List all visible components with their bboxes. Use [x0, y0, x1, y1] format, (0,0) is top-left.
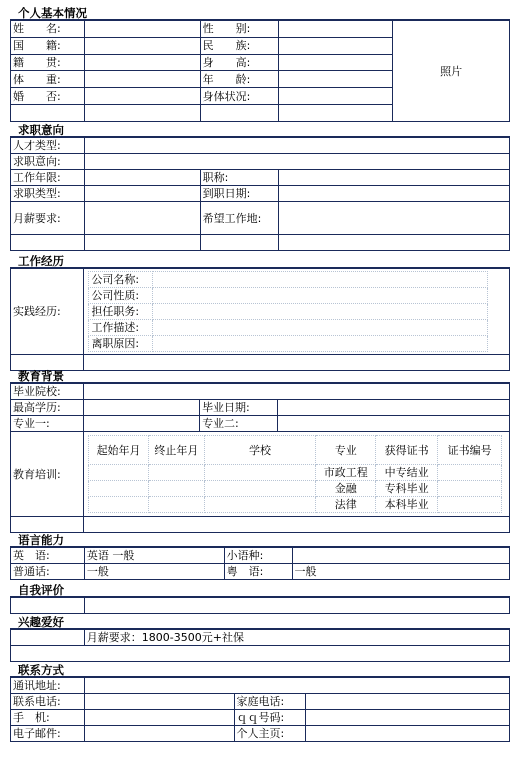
value-start-date[interactable] [278, 186, 509, 202]
label-title: 职称: [200, 170, 278, 186]
label-major1: 专业一: [11, 416, 84, 432]
label-duty: 担任职务: [89, 304, 152, 320]
label-major2: 专业二: [200, 416, 278, 432]
value-major1[interactable] [84, 416, 200, 432]
label-degree: 最高学历: [11, 400, 84, 416]
value-name[interactable] [84, 21, 200, 38]
label-salary: 月薪要求: [11, 202, 85, 235]
value-talent-type[interactable] [84, 138, 509, 154]
value-company-nature[interactable] [152, 288, 488, 304]
value-hobby[interactable]: 月薪要求：1800-3500元+社保 [84, 630, 509, 646]
empty-cell [84, 235, 200, 251]
table-cell: 专科毕业 [376, 481, 438, 497]
empty-cell [200, 235, 278, 251]
empty-cell [11, 517, 84, 533]
value-home-phone[interactable] [306, 694, 510, 710]
label-grad-date: 毕业日期: [200, 400, 278, 416]
label-work-years: 工作年限: [11, 170, 85, 186]
value-work-desc[interactable] [152, 320, 488, 336]
empty-cell [278, 105, 393, 122]
value-marital[interactable] [84, 88, 200, 105]
education-table [10, 383, 510, 533]
label-cantonese: 粤 语: [224, 564, 292, 580]
label-training: 教育培训: [11, 432, 84, 517]
table-cell [89, 465, 149, 481]
label-job-type: 求职类型: [11, 186, 85, 202]
table-cell: 本科毕业 [376, 497, 438, 513]
value-work-years[interactable] [84, 170, 200, 186]
section-header-contact: 联系方式 [10, 662, 510, 677]
table-cell [149, 497, 205, 513]
label-homepage: 个人主页: [234, 726, 306, 742]
value-degree[interactable] [84, 400, 200, 416]
table-cell [204, 481, 316, 497]
section-header-lang: 语言能力 [10, 532, 510, 547]
training-cell [84, 432, 510, 517]
label-marital: 婚 否: [11, 88, 85, 105]
photo-box: 照片 [393, 21, 510, 122]
work-detail-table [88, 271, 488, 352]
col-major: 专业 [316, 436, 376, 465]
basic-info-table [10, 20, 510, 122]
label-mobile: 手 机: [11, 710, 85, 726]
label-origin: 籍 贯: [11, 54, 85, 71]
empty-cell [11, 598, 85, 614]
label-company-nature: 公司性质: [89, 288, 152, 304]
table-cell: 市政工程 [316, 465, 376, 481]
self-eval-table [10, 597, 510, 614]
value-health[interactable] [278, 88, 393, 105]
label-talent-type: 人才类型: [11, 138, 85, 154]
table-cell [89, 481, 149, 497]
empty-cell [278, 235, 509, 251]
value-minor-language[interactable] [292, 548, 509, 564]
label-job-intent: 求职意向: [11, 154, 85, 170]
empty-cell [84, 517, 510, 533]
table-cell [204, 465, 316, 481]
table-cell [89, 497, 149, 513]
value-cantonese[interactable]: 一般 [292, 564, 509, 580]
label-name: 姓 名: [11, 21, 85, 38]
language-table [10, 547, 510, 580]
value-ethnic[interactable] [278, 37, 393, 54]
col-cert-number: 证书编号 [438, 436, 502, 465]
label-practice: 实践经历: [11, 269, 84, 355]
value-gender[interactable] [278, 21, 393, 38]
value-qq[interactable] [306, 710, 510, 726]
value-major2[interactable] [278, 416, 510, 432]
section-header-self: 自我评价 [10, 582, 510, 597]
empty-cell [200, 105, 278, 122]
label-english: 英 语: [11, 548, 85, 564]
empty-cell [84, 105, 200, 122]
table-cell [438, 497, 502, 513]
value-mandarin[interactable]: 一般 [84, 564, 224, 580]
label-qq: ｑｑ号码: [234, 710, 306, 726]
section-header-work: 工作经历 [10, 253, 510, 268]
label-school: 毕业院校: [11, 384, 84, 400]
label-workplace: 希望工作地: [200, 202, 278, 235]
value-job-type[interactable] [84, 186, 200, 202]
label-email: 电子邮件: [11, 726, 85, 742]
value-salary[interactable] [84, 202, 200, 235]
label-address: 通讯地址: [11, 678, 85, 694]
value-weight[interactable] [84, 71, 200, 88]
label-home-phone: 家庭电话: [234, 694, 306, 710]
col-certificate: 获得证书 [376, 436, 438, 465]
table-cell [438, 465, 502, 481]
table-cell [149, 465, 205, 481]
label-height: 身 高: [200, 54, 278, 71]
label-phone: 联系电话: [11, 694, 85, 710]
value-leave-reason[interactable] [152, 336, 488, 352]
work-detail-cell [84, 269, 510, 355]
label-gender: 性 别: [200, 21, 278, 38]
value-company[interactable] [152, 272, 488, 288]
label-health: 身体状况: [200, 88, 278, 105]
value-grad-date[interactable] [278, 400, 510, 416]
contact-table [10, 677, 510, 742]
value-age[interactable] [278, 71, 393, 88]
value-origin[interactable] [84, 54, 200, 71]
table-cell: 中专结业 [376, 465, 438, 481]
value-english[interactable]: 英语 一般 [84, 548, 224, 564]
value-job-intent[interactable] [84, 154, 509, 170]
section-header-hobby: 兴趣爱好 [10, 614, 510, 629]
value-school[interactable] [84, 384, 510, 400]
value-duty[interactable] [152, 304, 488, 320]
value-nationality[interactable] [84, 37, 200, 54]
table-cell [204, 497, 316, 513]
job-intent-table [10, 137, 510, 251]
table-cell: 法律 [316, 497, 376, 513]
hobby-table [10, 629, 510, 662]
empty-cell [11, 235, 85, 251]
section-header-intent: 求职意向 [10, 122, 510, 137]
value-phone[interactable] [84, 694, 234, 710]
label-mandarin: 普通话: [11, 564, 85, 580]
col-school: 学校 [204, 436, 316, 465]
value-self-eval[interactable] [84, 598, 509, 614]
empty-cell [11, 630, 85, 646]
value-height[interactable] [278, 54, 393, 71]
section-header-basic: 个人基本情况 [10, 5, 510, 20]
work-experience-table [10, 268, 510, 371]
label-start-date: 到职日期: [200, 186, 278, 202]
value-address[interactable] [84, 678, 509, 694]
label-ethnic: 民 族: [200, 37, 278, 54]
label-work-desc: 工作描述: [89, 320, 152, 336]
value-title[interactable] [278, 170, 509, 186]
value-workplace[interactable] [278, 202, 509, 235]
training-table [88, 435, 502, 513]
col-start-date: 起始年月 [89, 436, 149, 465]
label-nationality: 国 籍: [11, 37, 85, 54]
empty-cell [11, 646, 510, 662]
table-cell: 金融 [316, 481, 376, 497]
section-header-edu: 教育背景 [10, 368, 510, 383]
table-cell [438, 481, 502, 497]
value-mobile[interactable] [84, 710, 234, 726]
table-cell [149, 481, 205, 497]
label-company: 公司名称: [89, 272, 152, 288]
value-homepage[interactable] [306, 726, 510, 742]
empty-cell [11, 105, 85, 122]
value-email[interactable] [84, 726, 234, 742]
label-weight: 体 重: [11, 71, 85, 88]
label-minor-language: 小语种: [224, 548, 292, 564]
label-leave-reason: 离职原因: [89, 336, 152, 352]
col-end-date: 终止年月 [149, 436, 205, 465]
label-age: 年 龄: [200, 71, 278, 88]
